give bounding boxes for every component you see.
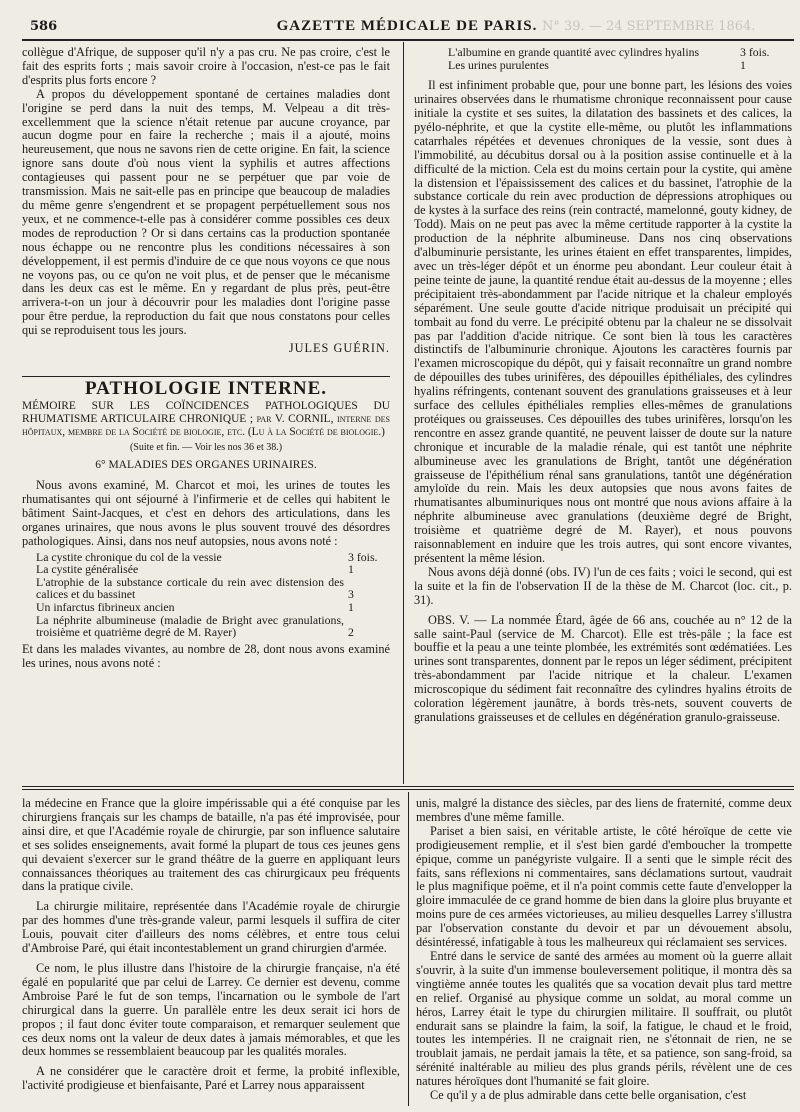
- paragraph: Ce qu'il y a de plus admirable dans cette belle organisation, c'est: [430, 1088, 747, 1103]
- paragraph: Pariset a bien saisi, en véritable artiste, le côté héroïque de cette vie prodigieusement remplie, et il s'est bien gardé d'emboucher la trompette épique, comme un panégyriste vulgaire. Il a senti que le simple récit des faits, sans réflexions ni commentaires, sans déclamations surtout, vaudrait le plus magnifique poëme, et il n'a point commis cette faute d'envelopper la gloire immaculée de ce grand homme de bien dans la gloire plus bruyante et moins pure de ces armées victorieuses, au milieu desquelles Larrey s'illustra par l'observation constante du devoir et par un dévouement absolu, désintéressé, infatigable à tous les malheureux qui réclamaient ses services.: [416, 823, 792, 950]
- table-cell-value: 1: [348, 600, 354, 615]
- feuilleton-rule: [22, 786, 794, 787]
- table-cell-value: 2: [348, 625, 354, 640]
- paragraph: Nous avons examiné, M. Charcot et moi, les urines de toutes les rhumatisantes qui ont séjourné à l'infirmerie et de celles qui habitent le bâtiment Saint-Jacques, et c'est en dehors des articulations, dans les organes urinaires, que nous avons le plus souvent trouvé des désordres pathologiques. Ainsi, dans nos neuf autopsies, nous avons noté :: [22, 478, 390, 548]
- journal-title: GAZETTE MÉDICALE DE PARIS.: [276, 18, 538, 34]
- paragraph: A ne considérer que le caractère droit et ferme, la probité inflexible, l'activité prodigieuse et bienfaisante, Paré et Larrey nous apparaissent: [22, 1064, 400, 1093]
- memoir-title: MÉMOIRE SUR LES COÏNCIDENCES PATHOLOGIQUES DU RHUMATISME ARTICULAIRE CHRONIQUE ; par V. CORNIL, interne des hôpitaux, membre de la Société de biologie, etc. (Lu à la Société de biologie.): [22, 399, 390, 438]
- table-cell-label: La néphrite albumineuse (maladie de Bright avec granulations, troisième et quatrième degré de M. Rayer): [36, 612, 344, 640]
- feuilleton-divider: [408, 792, 409, 1106]
- paragraph: Entré dans le service de santé des armées au moment où la guerre allait s'ouvrir, à la suite d'un immense bouleversement politique, il montra dès sa vingtième année toutes les qualités que sa vocation devait plus tard mettre en relief. Organisé au physique comme un soldat, au moral comme un héros, Larrey était le type du chirurgien militaire. Il souffrait, ou plutôt endurait sans se plaindre la faim, la soif, la fatigue, le chaud et le froid, toutes les intempéries. Il ne craignait rien, ne s'étonnait de rien, ne se troublait jamais, ne perdait jamais la tête, et sa patience, son sang-froid, sa sérénité inaltérable au milieu des plus grands périls, révèlent une de ces natures héroïques dont l'humanité se fait gloire.: [416, 948, 792, 1089]
- page-header: [22, 16, 792, 38]
- clinical-findings-table: [414, 46, 792, 71]
- table-row: [22, 601, 390, 614]
- page-number: 586: [30, 19, 58, 34]
- observation-paragraph: OBS. V. — La nommée Étard, âgée de 66 ans, couchée au n° 12 de la salle saint-Paul (service de M. Charcot). Elle est très-pâle ; la face est bouffie et la peau a une teinte plombée, les extrémités sont œdématiées. Les urines sont transparentes, donnent par le repos un léger sédiment, précipitent très-abondamment par l'acide nitrique et la chaleur. L'examen microscopique du sédiment fait reconnaître des cylindres hyalins étroits de coloration légèrement jaunâtre, à bords très-nets, souvent couverts de granulations graisseuses et de cellules en dégénération granulo-graisseuse.: [414, 612, 792, 724]
- paragraph: Ce nom, le plus illustre dans l'histoire de la chirurgie française, n'a été égalé en popularité que par celui de Larrey. Ce dernier est devenu, comme Ambroise Paré le fut de son temps, l'incarnation ou le symbole de l'art chirurgical dans la guerre. Un parallèle entre les deux serait ici hors de propos ; il faut donc éviter toute comparaison, et remarquer seulement que ces deux noms ont la valeur de deux dates à jamais mémorables, et que les deux hommes se ressemblaient beaucoup par les qualités morales.: [22, 960, 400, 1059]
- table-cell-value: 1: [740, 57, 746, 72]
- table-cell-label: L'albumine en grande quantité avec cylindres hyalins: [448, 45, 700, 59]
- header-rule: [22, 39, 794, 41]
- column-divider: [403, 42, 404, 784]
- table-cell-value: 3 fois.: [740, 45, 770, 59]
- author-signature: JULES GUÉRIN.: [288, 341, 390, 356]
- subsection-heading: 6° MALADIES DES ORGANES URINAIRES.: [95, 459, 317, 472]
- table-row: [22, 563, 390, 576]
- table-cell-value: 3: [348, 587, 354, 602]
- autopsy-findings-table: [22, 551, 390, 639]
- table-cell-value: 1: [348, 562, 354, 577]
- paragraph: Et dans les malades vivantes, au nombre de 28, dont nous avons examiné les urines, nous avons noté :: [22, 641, 390, 670]
- paragraph: Il est infiniment probable que, pour une bonne part, les lésions des voies urinaires observées dans le rhumatisme chronique reconnaissent pour cause initiale la cystite et ses suites, la dilatation des bassinets et des calices, la pyélo-néphrite, et que la cystite elle-même, ou plutôt les inflammations catarrhales répétées et devenues chroniques de la vessie, sont dues à l'immobilité, au décubitus dorsal ou à la position assise continuelle et à la difficulté de la miction. Cela est du moins certain pour la cystite, qui amène la distension et l'épaississement des calices et du bassinet, l'atrophie de la substance corticale du rein avec production de dépressions atrophiques ou de kystes à la surface des reins (rein contracté, mamelonné, gouty kidney, de Todd). Mais on ne peut pas avec la même certitude rapporter à la cystite la production de la néphrite albumineuse. Dans nos cinq observations d'albuminurie persistante, les urines étaient en effet transparentes, limpides, avec un très-léger dépôt et un énorme peu abondant. Leur couleur était à peine teinte de jaune, la quantité rendue était au-dessus de la moyenne ; elles précipitaient très-abondamment par l'acide nitrique et la chaleur employés séparément. Une seule goutte d'acide nitrique produisait un précipité qui tombait au fond du verre. Le précipité obtenu par la chaleur ne se dissolvait pas par l'addition d'acide nitrique. Ce sont bien là tous les caractères distinctifs de l'albuminurie chronique. Ajoutons les caractères fournis par l'examen microscopique du dépôt, qui y faisait reconnaître un grand nombre de dépouilles des tubes urinifères, des dépouilles épithéliales, des cylindres hyalins réfringents, contenant souvent des granulations graisseuses et à leur surface des cellules épithéliales remplies elles-mêmes de granulations protéiques ou graisseuses. Ces dépouilles des tubes urinifères, lorsqu'on les rencontre en assez grande quantité, ne peuvent laisser de doute sur la nature chronique et incurable de la maladie rénale, qui est tantôt une néphrite albumineuse avec les granulations de Bright, tantôt une dégénération graisseuse de l'épithélium rénal sans granulations, tantôt une dégénération amyloïde du rein. Mais les deux autopsies que nous avons faites de rhumatisantes albuminuriques nous ont montré que nous avions affaire à la néphrite albumineuse avec granulations (deuxième degré de Bright, troisième et quatrième degré de M. Rayer), et nous pouvons raisonnablement en induire que les trois autres, qui sont encore vivantes, présentent la même lésion.: [414, 78, 792, 565]
- paragraph: Nous avons déjà donné (obs. IV) l'un de ces faits ; voici le second, qui est la suite et la fin de l'observation II de la thèse de M. Charcot (loc. cit., p. 31).: [414, 564, 792, 607]
- table-row: [22, 614, 390, 639]
- table-cell-value: 3 fois.: [348, 549, 378, 564]
- feuilleton-left-column: [22, 797, 400, 1093]
- table-cell-label: La cystite généralisée: [36, 562, 139, 577]
- paragraph: unis, malgré la distance des siècles, par des liens de fraternité, comme deux membres d'une même famille.: [416, 796, 792, 824]
- paragraph: La chirurgie militaire, représentée dans l'Académie royale de chirurgie par des hommes d'une très-grande valeur, parmi lesquels il suffira de citer Louis, pouvait citer d'ailleurs des noms célèbres, et entre tous celui d'Ambroise Paré, qui était incontestablement un grand chirurgien d'armée.: [22, 899, 400, 956]
- continuation-note: (Suite et fin. — Voir les nos 36 et 38.): [129, 442, 283, 454]
- table-cell-label: La cystite chronique du col de la vessie: [36, 549, 222, 564]
- feuilleton-right-column: [416, 797, 792, 1103]
- paragraph: collègue d'Afrique, de supposer qu'il n'y a pas cru. Ne pas croire, c'est le fait des esprits forts ; mais savoir croire à l'occasion, n'est-ce pas le fait d'esprits plus forts encore ?: [22, 45, 390, 87]
- table-row: [22, 576, 390, 601]
- table-cell-label: Un infarctus fibrineux ancien: [36, 600, 175, 615]
- paragraph: la médecine en France que la gloire impérissable qui a été conquise par les chirurgiens français sur les champs de bataille, n'a pas été improvisée, pour ainsi dire, et que l'Académie royale de chirurgie, par son influence salutaire et ses solides enseignements, avait formé la plupart de tous ces jeunes gens qui devaient s'exercer sur le grand théâtre de la guerre en appliquant leurs connaissances théoriques au traitement des cas chirurgicaux peu fréquents dans la pratique civile.: [22, 796, 400, 894]
- right-column: [414, 46, 792, 725]
- paragraph: A propos du développement spontané de certaines maladies dont l'origine se perd dans la nuit des temps, M. Velpeau a dit très-excellemment que la science n'était retenue par aucune croyance, par aucun dogme pour en faire la recherche ; mais il a ajouté, moins heureusement, que nous ne savons rien de cette origine. En fait, la science ignore sans doute d'où nous vient la syphilis et autres affections contagieuses qui passent pour ne se perpétuer que par voie de transmission. Mais ne sait-elle pas en principe que beaucoup de maladies du même genre s'engendrent et se propagent perpétuellement sous nos yeux, et ne commence-t-elle pas à considérer comme possibles ces deux modes de reproduction ? Or si dans certains cas la production spontanée nous échappe ou ne rencontre plus les conditions nécessaires à son développement, il est permis d'induire de ce que nous voyons ce que nous ne voyons pas, ou ce qu'on ne voit plus, et de penser que le mécanisme dans les deux cas est le même. En y regardant de plus près, peut-être arrivera-t-on un jour à découvrir pour les maladies dont l'origine passe pour être perdue, la reproduction du fait que nous constatons pour celles qui se reproduisent tous les jours.: [22, 86, 390, 338]
- left-column: [22, 46, 390, 356]
- table-cell-label: L'atrophie de la substance corticale du rein avec distension des calices et du bassinet: [36, 574, 344, 602]
- feuilleton-rule: [22, 789, 794, 790]
- section-rule: [22, 376, 390, 377]
- section-title: PATHOLOGIE INTERNE.: [84, 378, 328, 399]
- table-cell-label: Les urines purulentes: [448, 57, 549, 72]
- left-column-article: [22, 380, 390, 671]
- bleed-through-header: N° 39. — 24 SEPTEMBRE 1864.: [542, 19, 756, 34]
- table-row: [414, 46, 792, 59]
- table-row: [414, 59, 792, 72]
